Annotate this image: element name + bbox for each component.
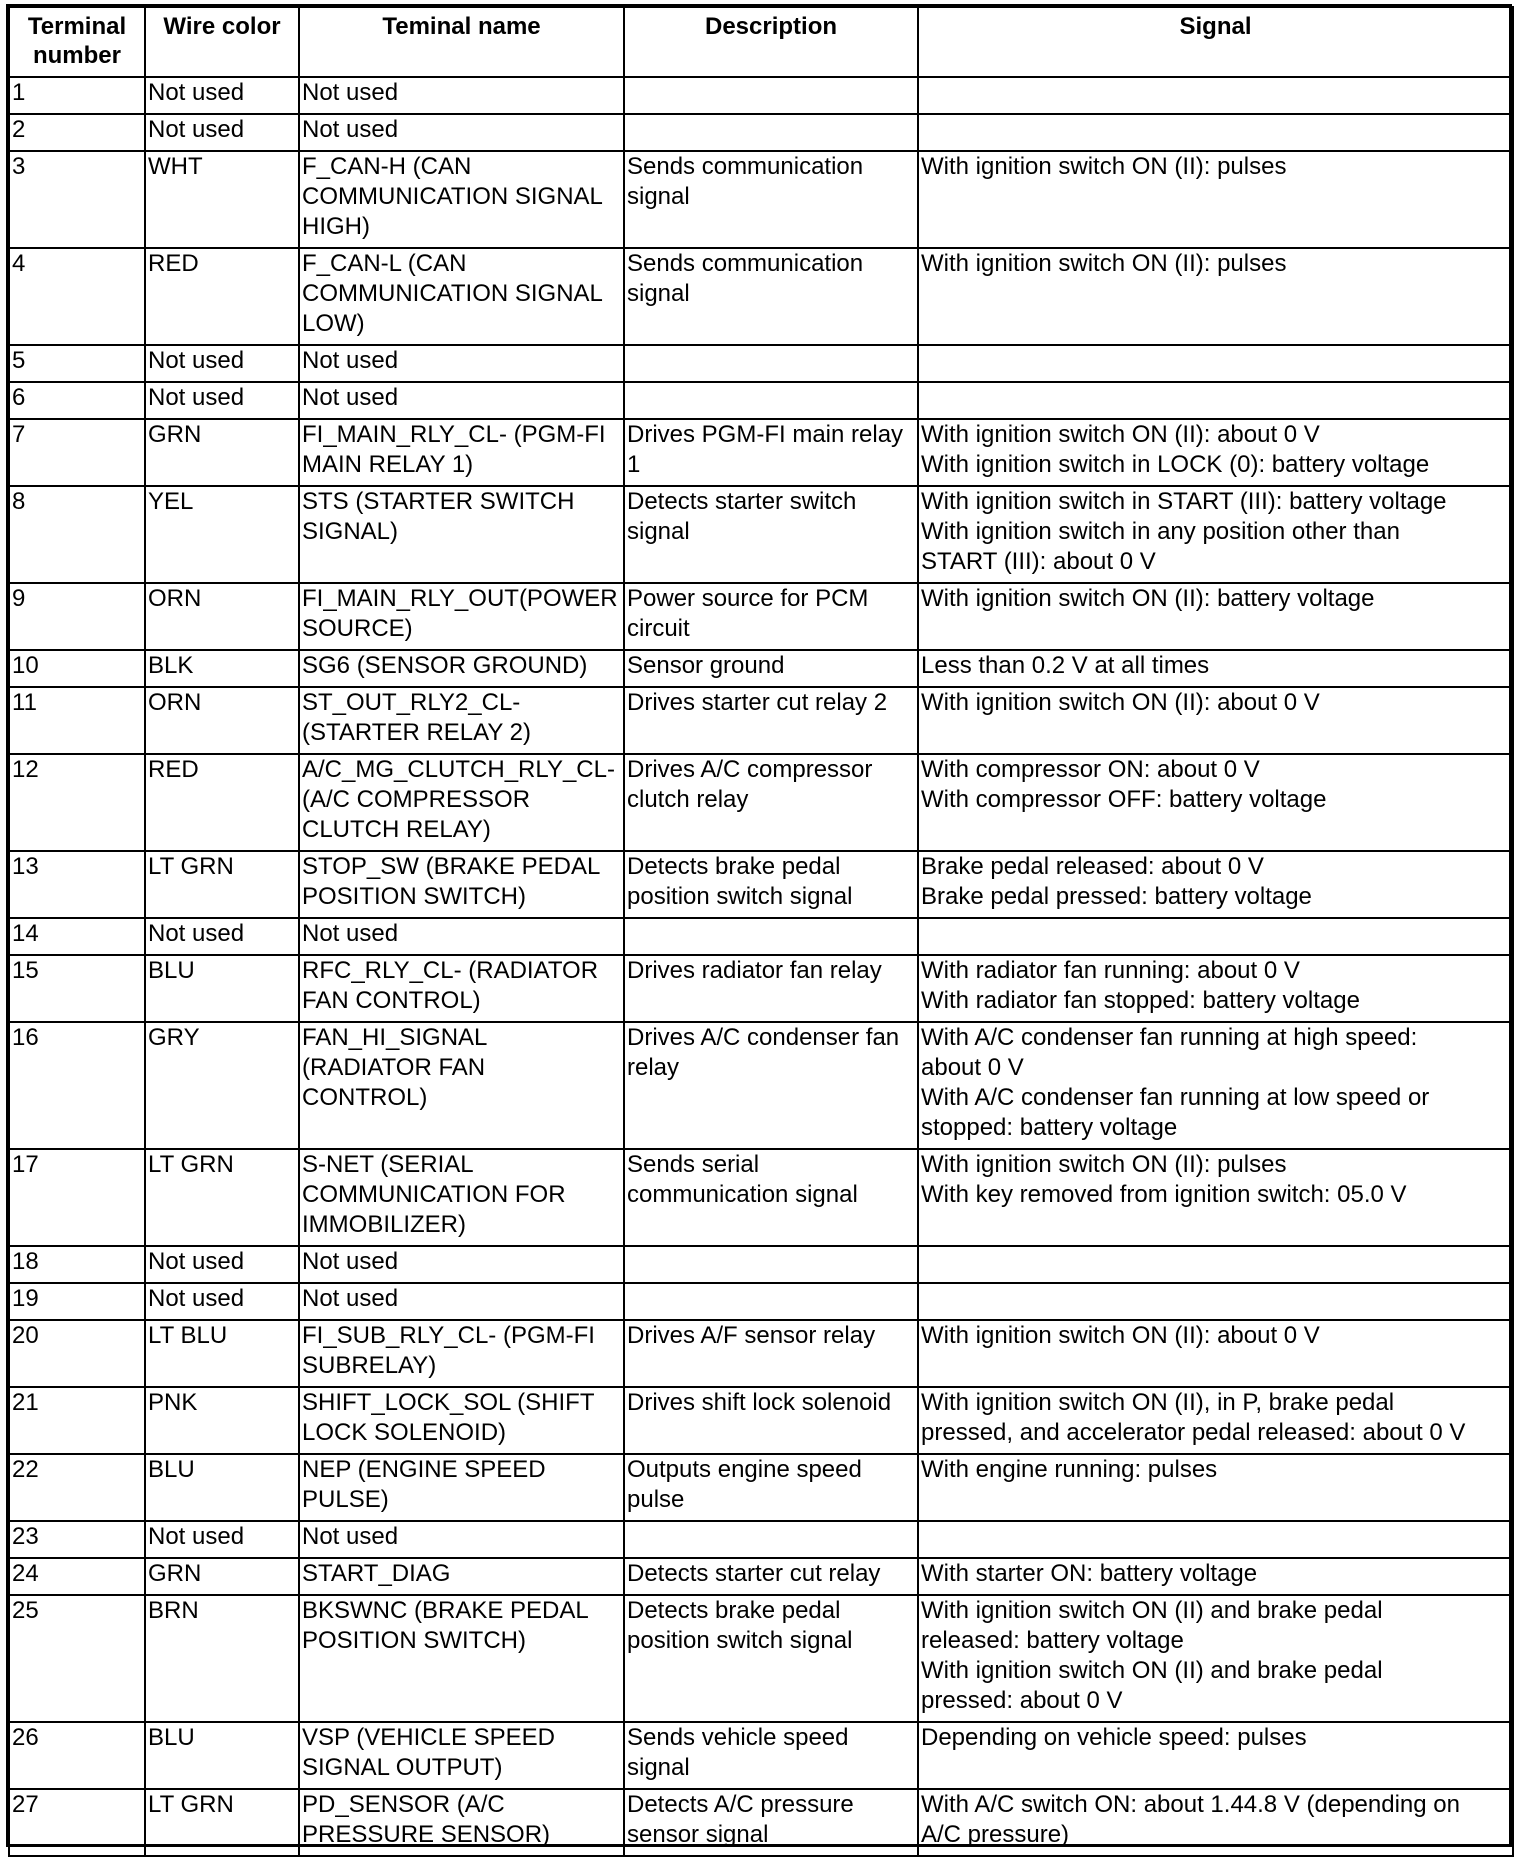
terminal-number-cell: 11 — [9, 687, 145, 754]
description-cell: Detects A/C pressure sensor signal — [624, 1789, 918, 1856]
header-wire-color: Wire color — [145, 7, 299, 77]
terminal-number-cell: 21 — [9, 1387, 145, 1454]
terminal-number-cell: 4 — [9, 248, 145, 345]
terminal-name-cell: SHIFT_LOCK_SOL (SHIFT LOCK SOLENOID) — [299, 1387, 624, 1454]
signal-cell: With starter ON: battery voltage — [918, 1558, 1513, 1595]
wire-color-cell: ORN — [145, 583, 299, 650]
table-row — [9, 1022, 1513, 1149]
terminal-name-cell: Not used — [299, 1521, 624, 1558]
terminal-number-cell: 24 — [9, 1558, 145, 1595]
table-row — [9, 1320, 1513, 1387]
wire-color-cell: GRN — [145, 419, 299, 486]
signal-cell: With A/C condenser fan running at high speed: about 0 V With A/C condenser fan running at low speed or stopped: battery voltage — [918, 1022, 1513, 1149]
wire-color-cell: Not used — [145, 918, 299, 955]
wire-color-cell: YEL — [145, 486, 299, 583]
signal-cell: With ignition switch ON (II): pulses With key removed from ignition switch: 05.0 V — [918, 1149, 1513, 1246]
description-cell: Sends communication signal — [624, 248, 918, 345]
terminal-name-cell: FAN_HI_SIGNAL (RADIATOR FAN CONTROL) — [299, 1022, 624, 1149]
signal-cell: With engine running: pulses — [918, 1454, 1513, 1521]
signal-cell: With ignition switch ON (II): about 0 V — [918, 687, 1513, 754]
terminal-name-cell: Not used — [299, 918, 624, 955]
description-cell — [624, 1283, 918, 1320]
terminal-table-sheet — [8, 6, 1514, 1857]
wire-color-cell: Not used — [145, 114, 299, 151]
terminal-name-cell: ST_OUT_RLY2_CL- (STARTER RELAY 2) — [299, 687, 624, 754]
signal-cell: With compressor ON: about 0 V With compressor OFF: battery voltage — [918, 754, 1513, 851]
description-cell — [624, 77, 918, 114]
table-row — [9, 486, 1513, 583]
signal-cell — [918, 1521, 1513, 1558]
table-row — [9, 419, 1513, 486]
terminal-name-cell: F_CAN-H (CAN COMMUNICATION SIGNAL HIGH) — [299, 151, 624, 248]
terminal-number-cell: 12 — [9, 754, 145, 851]
wire-color-cell: RED — [145, 248, 299, 345]
terminal-name-cell: SG6 (SENSOR GROUND) — [299, 650, 624, 687]
signal-cell: With ignition switch ON (II): battery voltage — [918, 583, 1513, 650]
wire-color-cell: Not used — [145, 382, 299, 419]
description-cell: Drives A/F sensor relay — [624, 1320, 918, 1387]
wire-color-cell: Not used — [145, 1246, 299, 1283]
terminal-number-cell: 20 — [9, 1320, 145, 1387]
signal-cell — [918, 114, 1513, 151]
signal-cell: With ignition switch in START (III): battery voltage With ignition switch in any position other than START (III): about 0 V — [918, 486, 1513, 583]
signal-cell: Brake pedal released: about 0 V Brake pedal pressed: battery voltage — [918, 851, 1513, 918]
terminal-number-cell: 9 — [9, 583, 145, 650]
table-row — [9, 1595, 1513, 1722]
terminal-number-cell: 25 — [9, 1595, 145, 1722]
description-cell: Drives PGM-FI main relay 1 — [624, 419, 918, 486]
description-cell — [624, 382, 918, 419]
description-cell: Outputs engine speed pulse — [624, 1454, 918, 1521]
signal-cell: With ignition switch ON (II) and brake pedal released: battery voltage With ignition switch ON (II) and brake pedal pressed: about 0 V — [918, 1595, 1513, 1722]
table-row — [9, 918, 1513, 955]
description-cell: Sends communication signal — [624, 151, 918, 248]
table-row — [9, 151, 1513, 248]
table-row — [9, 1246, 1513, 1283]
terminal-name-cell: A/C_MG_CLUTCH_RLY_CL- (A/C COMPRESSOR CLUTCH RELAY) — [299, 754, 624, 851]
table-row — [9, 1558, 1513, 1595]
table-header-row — [9, 7, 1513, 77]
terminal-number-cell: 7 — [9, 419, 145, 486]
terminal-name-cell: Not used — [299, 1283, 624, 1320]
table-row — [9, 382, 1513, 419]
wire-color-cell: RED — [145, 754, 299, 851]
terminal-number-cell: 16 — [9, 1022, 145, 1149]
description-cell — [624, 918, 918, 955]
wire-color-cell: Not used — [145, 345, 299, 382]
description-cell — [624, 114, 918, 151]
terminal-number-cell: 18 — [9, 1246, 145, 1283]
terminal-number-cell: 2 — [9, 114, 145, 151]
terminal-number-cell: 13 — [9, 851, 145, 918]
table-row — [9, 248, 1513, 345]
table-body — [9, 77, 1513, 1856]
wire-color-cell: Not used — [145, 1521, 299, 1558]
wire-color-cell: LT GRN — [145, 1149, 299, 1246]
signal-cell — [918, 77, 1513, 114]
table-row — [9, 1149, 1513, 1246]
table-row — [9, 583, 1513, 650]
terminal-name-cell: Not used — [299, 382, 624, 419]
signal-cell: With radiator fan running: about 0 V With radiator fan stopped: battery voltage — [918, 955, 1513, 1022]
signal-cell: Depending on vehicle speed: pulses — [918, 1722, 1513, 1789]
table-row — [9, 1789, 1513, 1856]
wire-color-cell: PNK — [145, 1387, 299, 1454]
terminal-number-cell: 14 — [9, 918, 145, 955]
wire-color-cell: LT GRN — [145, 851, 299, 918]
table-row — [9, 687, 1513, 754]
terminal-number-cell: 8 — [9, 486, 145, 583]
terminal-number-cell: 19 — [9, 1283, 145, 1320]
signal-cell — [918, 382, 1513, 419]
terminal-number-cell: 5 — [9, 345, 145, 382]
signal-cell: With ignition switch ON (II): about 0 V — [918, 1320, 1513, 1387]
description-cell: Sends vehicle speed signal — [624, 1722, 918, 1789]
signal-cell — [918, 1246, 1513, 1283]
header-description: Description — [624, 7, 918, 77]
terminal-name-cell: RFC_RLY_CL- (RADIATOR FAN CONTROL) — [299, 955, 624, 1022]
description-cell: Drives A/C condenser fan relay — [624, 1022, 918, 1149]
terminal-number-cell: 23 — [9, 1521, 145, 1558]
wire-color-cell: LT BLU — [145, 1320, 299, 1387]
description-cell: Drives radiator fan relay — [624, 955, 918, 1022]
terminal-name-cell: STOP_SW (BRAKE PEDAL POSITION SWITCH) — [299, 851, 624, 918]
terminal-name-cell: F_CAN-L (CAN COMMUNICATION SIGNAL LOW) — [299, 248, 624, 345]
wire-color-cell: GRY — [145, 1022, 299, 1149]
description-cell: Drives shift lock solenoid — [624, 1387, 918, 1454]
terminal-name-cell: BKSWNC (BRAKE PEDAL POSITION SWITCH) — [299, 1595, 624, 1722]
wire-color-cell: BLU — [145, 1722, 299, 1789]
terminal-name-cell: Not used — [299, 345, 624, 382]
signal-cell — [918, 345, 1513, 382]
terminal-number-cell: 17 — [9, 1149, 145, 1246]
description-cell — [624, 1246, 918, 1283]
table-row — [9, 1387, 1513, 1454]
signal-cell: With ignition switch ON (II): pulses — [918, 151, 1513, 248]
signal-cell: Less than 0.2 V at all times — [918, 650, 1513, 687]
description-cell: Drives A/C compressor clutch relay — [624, 754, 918, 851]
wire-color-cell: WHT — [145, 151, 299, 248]
wire-color-cell: BLK — [145, 650, 299, 687]
signal-cell: With ignition switch ON (II): pulses — [918, 248, 1513, 345]
description-cell: Detects starter cut relay — [624, 1558, 918, 1595]
terminal-name-cell: FI_MAIN_RLY_CL- (PGM-FI MAIN RELAY 1) — [299, 419, 624, 486]
terminal-number-cell: 26 — [9, 1722, 145, 1789]
description-cell: Power source for PCM circuit — [624, 583, 918, 650]
terminal-number-cell: 27 — [9, 1789, 145, 1856]
terminal-name-cell: S-NET (SERIAL COMMUNICATION FOR IMMOBILIZER) — [299, 1149, 624, 1246]
signal-cell — [918, 1283, 1513, 1320]
header-terminal-name: Teminal name — [299, 7, 624, 77]
wire-color-cell: BRN — [145, 1595, 299, 1722]
table-row — [9, 851, 1513, 918]
terminal-number-cell: 10 — [9, 650, 145, 687]
terminal-name-cell: Not used — [299, 77, 624, 114]
table-row — [9, 754, 1513, 851]
description-cell: Sensor ground — [624, 650, 918, 687]
wire-color-cell: Not used — [145, 1283, 299, 1320]
terminal-name-cell: Not used — [299, 1246, 624, 1283]
signal-cell: With ignition switch ON (II): about 0 V With ignition switch in LOCK (0): battery voltage — [918, 419, 1513, 486]
terminal-number-cell: 15 — [9, 955, 145, 1022]
wire-color-cell: ORN — [145, 687, 299, 754]
table-row — [9, 345, 1513, 382]
wire-color-cell: BLU — [145, 955, 299, 1022]
terminal-number-cell: 3 — [9, 151, 145, 248]
table-row — [9, 1521, 1513, 1558]
signal-cell: With ignition switch ON (II), in P, brake pedal pressed, and accelerator pedal released: about 0 V — [918, 1387, 1513, 1454]
description-cell: Sends serial communication signal — [624, 1149, 918, 1246]
terminal-name-cell: FI_MAIN_RLY_OUT(POWER SOURCE) — [299, 583, 624, 650]
terminal-name-cell: STS (STARTER SWITCH SIGNAL) — [299, 486, 624, 583]
terminal-name-cell: NEP (ENGINE SPEED PULSE) — [299, 1454, 624, 1521]
signal-cell: With A/C switch ON: about 1.44.8 V (depending on A/C pressure) — [918, 1789, 1513, 1856]
signal-cell — [918, 918, 1513, 955]
terminal-name-cell: Not used — [299, 114, 624, 151]
terminal-number-cell: 6 — [9, 382, 145, 419]
terminal-number-cell: 1 — [9, 77, 145, 114]
table-row — [9, 77, 1513, 114]
wire-color-cell: BLU — [145, 1454, 299, 1521]
table-row — [9, 650, 1513, 687]
table-row — [9, 1283, 1513, 1320]
pcm-terminal-table — [8, 6, 1514, 1857]
table-row — [9, 114, 1513, 151]
header-terminal-number: Terminal number — [9, 7, 145, 77]
description-cell: Detects starter switch signal — [624, 486, 918, 583]
description-cell — [624, 345, 918, 382]
description-cell: Detects brake pedal position switch signal — [624, 851, 918, 918]
terminal-name-cell: VSP (VEHICLE SPEED SIGNAL OUTPUT) — [299, 1722, 624, 1789]
table-row — [9, 1454, 1513, 1521]
wire-color-cell: LT GRN — [145, 1789, 299, 1856]
table-row — [9, 955, 1513, 1022]
wire-color-cell: Not used — [145, 77, 299, 114]
terminal-name-cell: PD_SENSOR (A/C PRESSURE SENSOR) — [299, 1789, 624, 1856]
description-cell: Detects brake pedal position switch signal — [624, 1595, 918, 1722]
header-signal: Signal — [918, 7, 1513, 77]
description-cell: Drives starter cut relay 2 — [624, 687, 918, 754]
description-cell — [624, 1521, 918, 1558]
terminal-name-cell: FI_SUB_RLY_CL- (PGM-FI SUBRELAY) — [299, 1320, 624, 1387]
table-row — [9, 1722, 1513, 1789]
terminal-name-cell: START_DIAG — [299, 1558, 624, 1595]
terminal-number-cell: 22 — [9, 1454, 145, 1521]
wire-color-cell: GRN — [145, 1558, 299, 1595]
